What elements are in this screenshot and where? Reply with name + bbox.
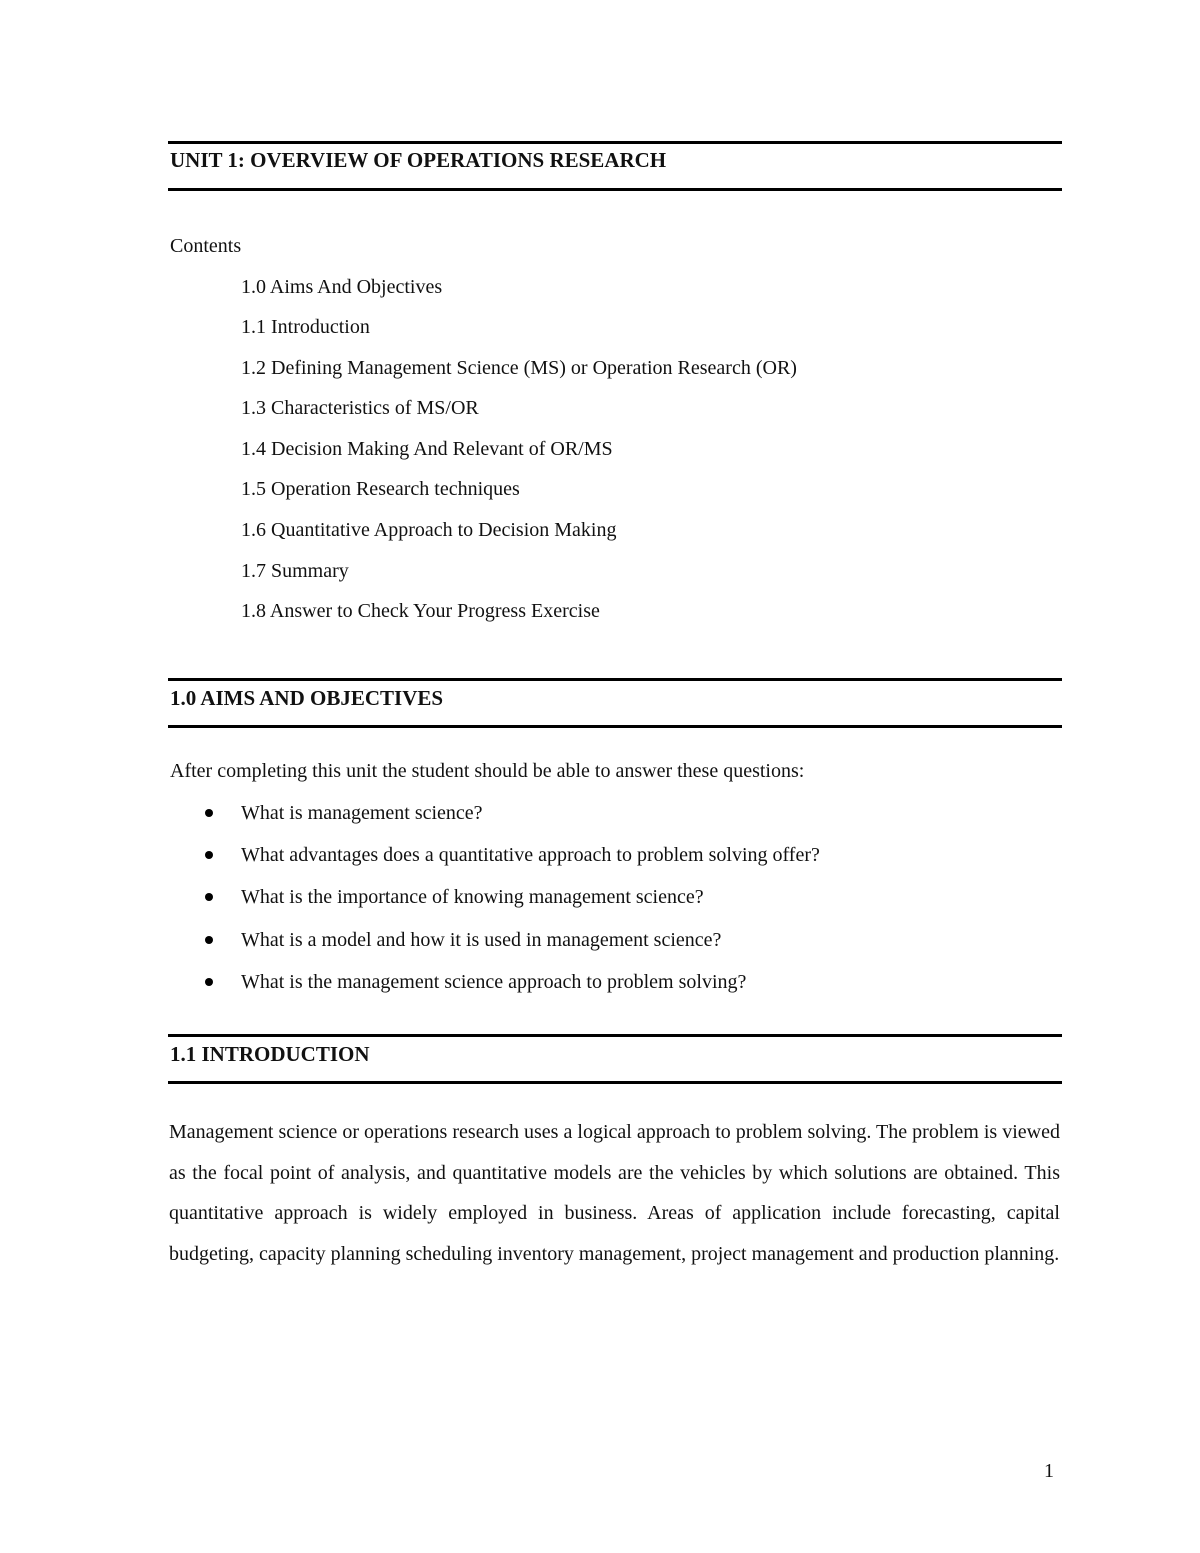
toc-item: 1.6 Quantitative Approach to Decision Making (241, 519, 617, 541)
aims-intro: After completing this unit the student should be able to answer these questions: (170, 760, 805, 782)
bullet-icon (205, 809, 213, 817)
contents-label: Contents (170, 235, 242, 257)
bullet-icon (205, 851, 213, 859)
toc-item: 1.1 Introduction (241, 316, 370, 338)
toc-item: 1.3 Characteristics of MS/OR (241, 397, 479, 419)
toc-item: 1.8 Answer to Check Your Progress Exercise (241, 600, 600, 622)
toc-item: 1.5 Operation Research techniques (241, 478, 520, 500)
bullet-icon (205, 978, 213, 986)
aims-bullet: What is the importance of knowing management science? (241, 886, 704, 908)
intro-rule-bottom (168, 1081, 1062, 1084)
bullet-icon (205, 936, 213, 944)
toc-item: 1.7 Summary (241, 560, 349, 582)
title-rule-bottom (168, 188, 1062, 191)
page-number: 1 (1044, 1460, 1054, 1482)
aims-bullet: What advantages does a quantitative approach to problem solving offer? (241, 844, 820, 866)
bullet-icon (205, 893, 213, 901)
aims-rule-bottom (168, 725, 1062, 728)
aims-bullet: What is the management science approach to problem solving? (241, 971, 747, 993)
aims-heading: 1.0 AIMS AND OBJECTIVES (170, 686, 444, 710)
title-rule-top (168, 141, 1062, 144)
toc-item: 1.0 Aims And Objectives (241, 276, 443, 298)
intro-paragraph: Management science or operations research uses a logical approach to problem solving. The problem is viewed as the focal point of analysis, and quantitative models are the vehicles by which solutions are obtained. This quantitative approach is widely employed in business. Areas of application include forecasting, capital budgeting, capacity planning scheduling inventory management, project management and production planning. (169, 1121, 1060, 1265)
unit-title: UNIT 1: OVERVIEW OF OPERATIONS RESEARCH (170, 148, 667, 172)
aims-bullet: What is management science? (241, 802, 483, 824)
toc-item: 1.4 Decision Making And Relevant of OR/MS (241, 438, 613, 460)
toc-item: 1.2 Defining Management Science (MS) or Operation Research (OR) (241, 357, 797, 379)
aims-rule-top (168, 678, 1062, 681)
intro-rule-top (168, 1034, 1062, 1037)
aims-bullet: What is a model and how it is used in management science? (241, 929, 722, 951)
intro-heading: 1.1 INTRODUCTION (170, 1042, 370, 1066)
